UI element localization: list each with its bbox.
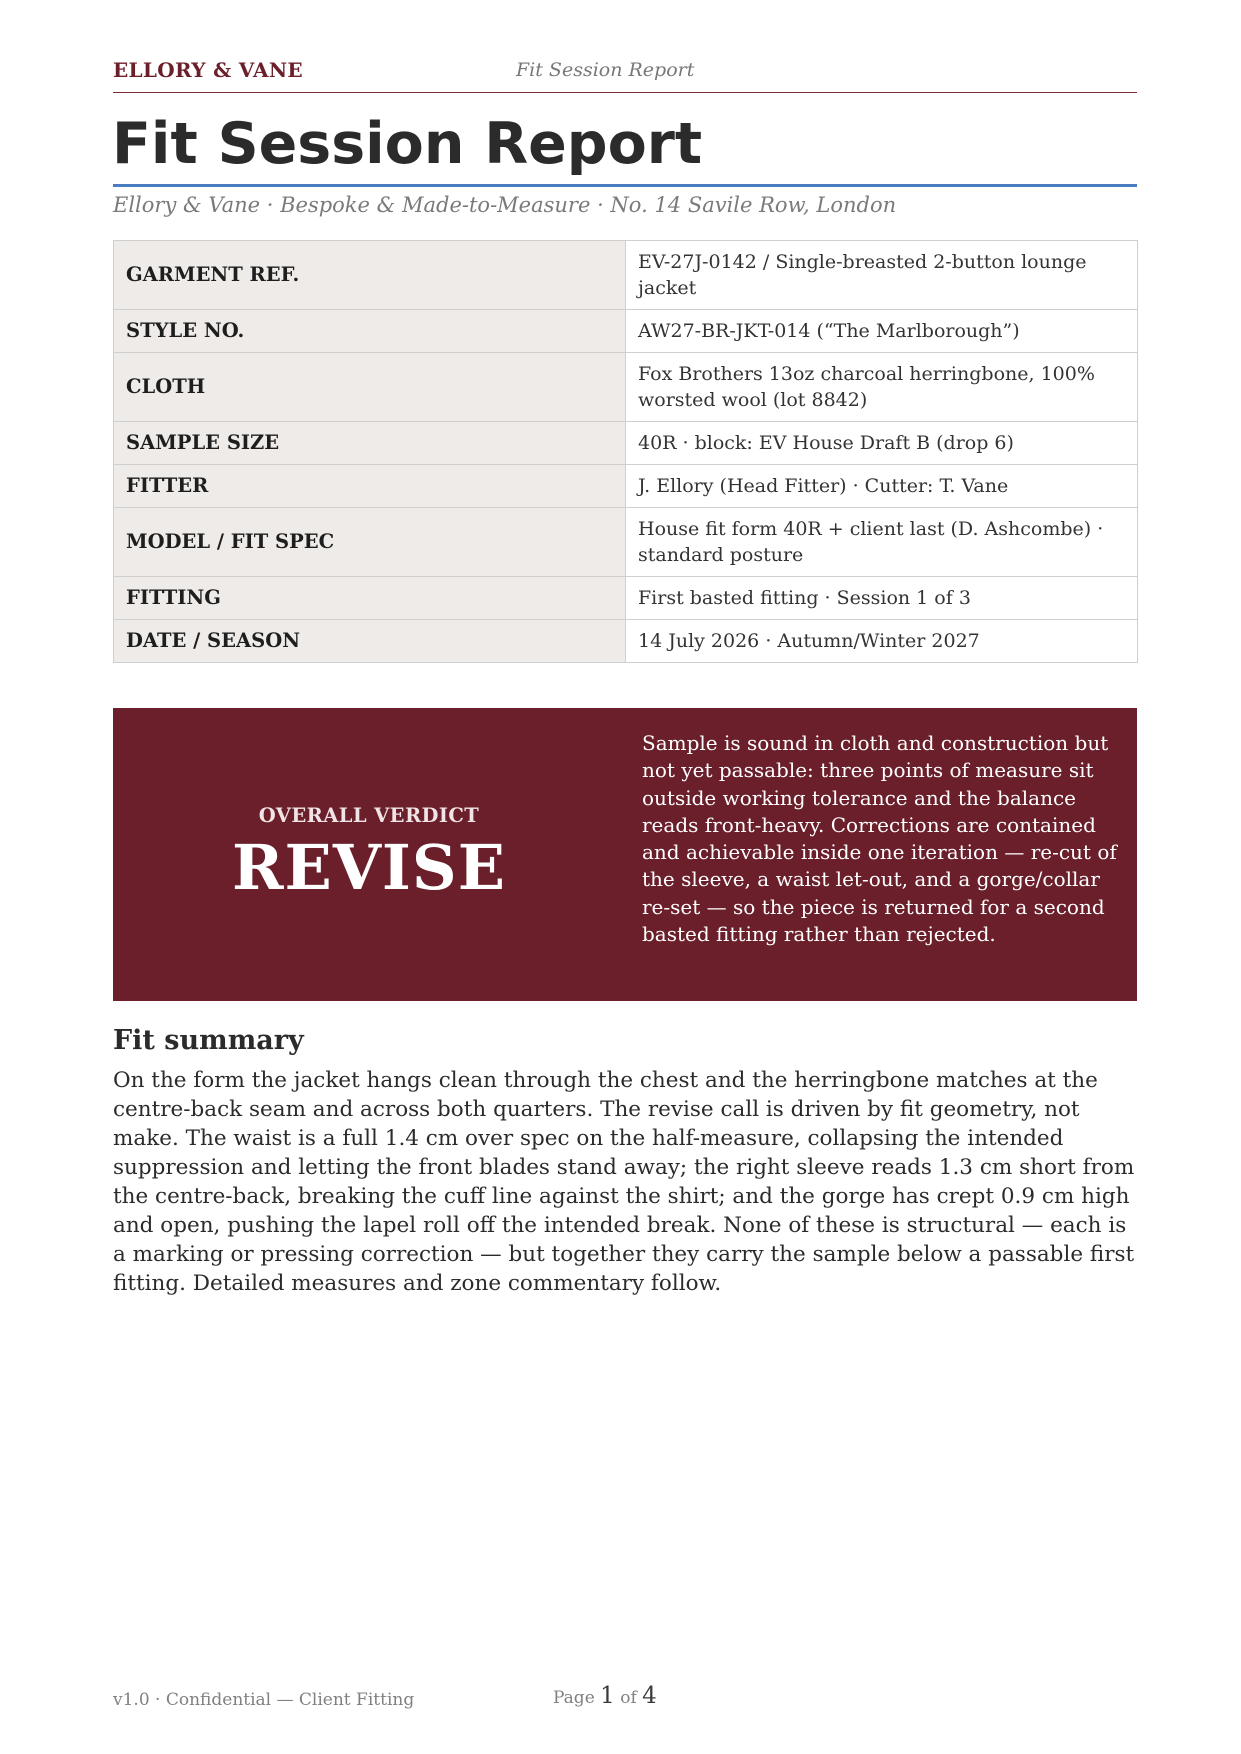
- running-header: [113, 58, 1137, 93]
- verdict-label: OVERALL VERDICT: [258, 804, 480, 827]
- table-row: [114, 310, 1138, 353]
- fit-summary-body: On the form the jacket hangs clean through the chest and the herringbone matches at the centre-back seam and across both quarters. The revise call is driven by fit geometry, not make. The waist is a full 1.4 cm over spec on the half-measure, collapsing the intended suppression and letting the front blades stand away; the right sleeve reads 1.3 cm short from the centre-back, breaking the cuff line against the shirt; and the gorge has crept 0.9 cm high and open, pushing the lapel roll off the intended break. None of these is structural — each is a marking or pressing correction — but together they carry the sample below a passable first fitting. Detailed measures and zone commentary follow.: [113, 1068, 1135, 1296]
- table-row: [114, 422, 1138, 465]
- field-value: AW27-BR-JKT-014 (“The Marlborough”): [626, 310, 1138, 353]
- field-label: FITTING: [114, 577, 626, 620]
- title-underline: [113, 184, 1137, 187]
- table-row: [114, 353, 1138, 422]
- field-label: STYLE NO.: [114, 310, 626, 353]
- field-value: J. Ellory (Head Fitter) · Cutter: T. Vane: [626, 465, 1138, 508]
- fit-summary-heading: Fit summary: [113, 1025, 304, 1056]
- total-pages: 4: [642, 1683, 657, 1709]
- verdict-panel: [113, 708, 1137, 1001]
- field-value: House fit form 40R + client last (D. Ashcombe) · standard posture: [626, 508, 1138, 577]
- table-row: [114, 620, 1138, 663]
- field-value: First basted fitting · Session 1 of 3: [626, 577, 1138, 620]
- field-label: FITTER: [114, 465, 626, 508]
- field-label: DATE / SEASON: [114, 620, 626, 663]
- field-value: 14 July 2026 · Autumn/Winter 2027: [626, 620, 1138, 663]
- field-value: EV-27J-0142 / Single-breasted 2-button lounge jacket: [626, 241, 1138, 310]
- brand-name: ELLORY & VANE: [113, 58, 303, 82]
- table-row: [114, 508, 1138, 577]
- header-document-label: Fit Session Report: [516, 59, 695, 81]
- verdict-rationale: Sample is sound in cloth and construction but not yet passable: three points of measure sit outside working tolerance and the balance reads front-heavy. Corrections are contained and achievable inside one iteration — re-cut of the sleeve, a waist let-out, and a gorge/collar re-set — so the piece is returned for a second basted fitting rather than rejected.: [642, 731, 1117, 947]
- footer-version-note: v1.0 · Confidential — Client Fitting: [113, 1690, 415, 1710]
- page-title: Fit Session Report: [112, 111, 703, 177]
- table-row: [114, 241, 1138, 310]
- field-value: 40R · block: EV House Draft B (drop 6): [626, 422, 1138, 465]
- page-word: Page: [553, 1688, 595, 1708]
- field-label: GARMENT REF.: [114, 241, 626, 310]
- page-subtitle: Ellory & Vane · Bespoke & Made-to-Measure · No. 14 Savile Row, London: [113, 193, 897, 217]
- footer-page-number: [553, 1683, 657, 1709]
- table-row: [114, 465, 1138, 508]
- field-label: SAMPLE SIZE: [114, 422, 626, 465]
- field-label: MODEL / FIT SPEC: [114, 508, 626, 577]
- garment-details-table: [113, 240, 1138, 663]
- of-word: of: [620, 1688, 637, 1708]
- verdict-value: REVISE: [232, 831, 506, 904]
- field-label: CLOTH: [114, 353, 626, 422]
- current-page: 1: [600, 1683, 615, 1709]
- table-row: [114, 577, 1138, 620]
- field-value: Fox Brothers 13oz charcoal herringbone, 100% worsted wool (lot 8842): [626, 353, 1138, 422]
